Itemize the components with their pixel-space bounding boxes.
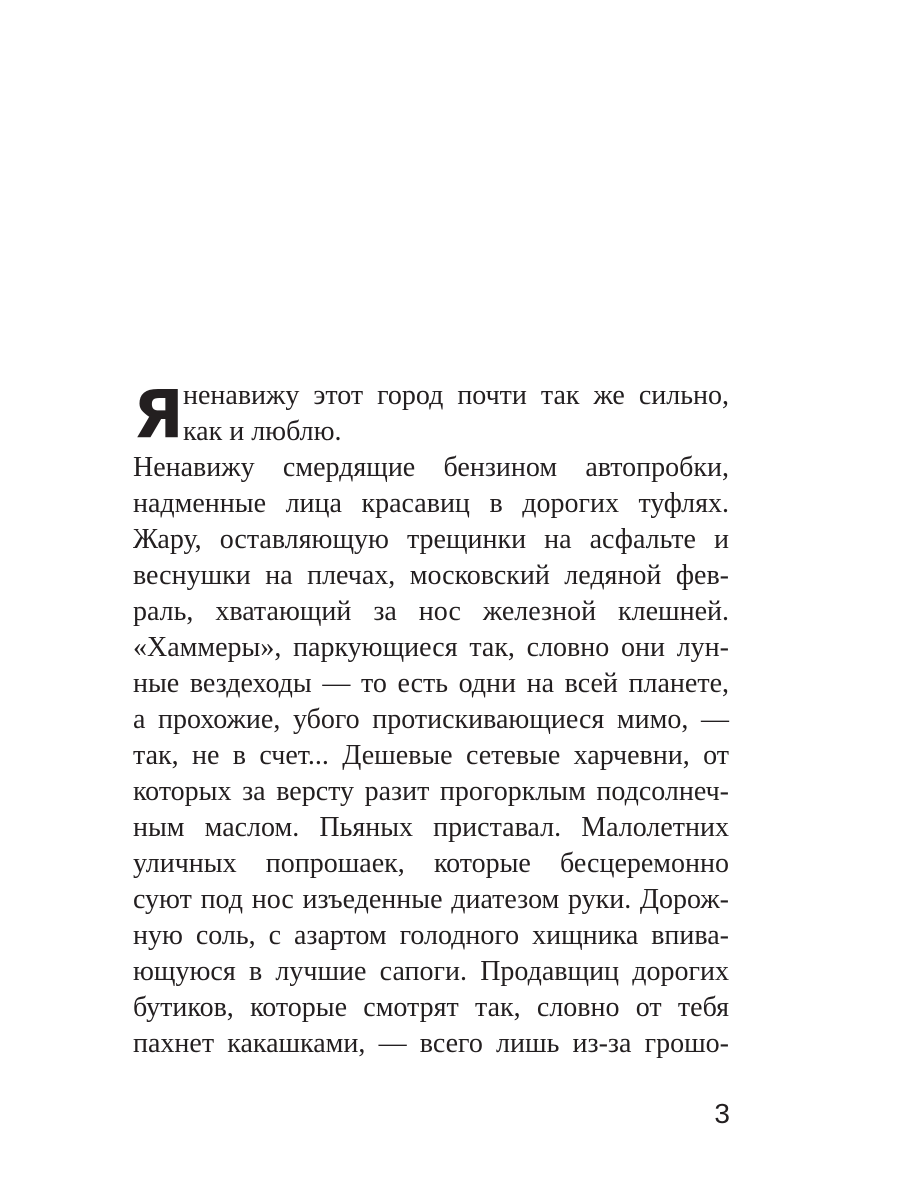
text-line: а прохожие, убого протискивающиеся мимо, — <box>133 704 729 735</box>
text-line: веснушки на плечах, московский ледяной фев- <box>133 560 729 591</box>
text-line: уличных попрошаек, которые бесцеремонно <box>133 848 729 879</box>
chapter-text <box>133 378 729 1062</box>
text-line: «Хаммеры», паркующиеся так, словно они лун- <box>133 632 729 663</box>
text-line: ные вездеходы — то есть одни на всей планете, <box>133 668 729 699</box>
text-line: ным маслом. Пьяных приставал. Малолетних <box>133 812 729 843</box>
text-line: как и люблю. <box>183 416 342 447</box>
text-line: Жару, оставляющую трещинки на асфальте и <box>133 524 729 555</box>
text-line: надменные лица красавиц в дорогих туфлях. <box>133 488 729 519</box>
text-line: которых за версту разит прогорклым подсолнеч- <box>133 776 729 807</box>
body-paragraph <box>133 450 729 1062</box>
page-number: 3 <box>714 1098 730 1129</box>
text-line: ненавижу этот город почти так же сильно, <box>183 380 729 411</box>
text-line: Ненавижу смердящие бензином автопробки, <box>133 452 729 483</box>
drop-cap: Я <box>133 376 182 453</box>
text-line: раль, хватающий за нос железной клешней. <box>133 596 729 627</box>
opening-paragraph <box>133 376 729 453</box>
text-line: пахнет какашками, — всего лишь из-за грошо- <box>133 1028 729 1059</box>
text-line: суют под нос изъеденные диатезом руки. Дорож- <box>133 884 729 915</box>
text-line: ющуюся в лучшие сапоги. Продавщиц дорогих <box>133 956 729 987</box>
text-line: так, не в счет... Дешевые сетевые харчевни, от <box>133 740 729 771</box>
text-line: ную соль, с азартом голодного хищника впива- <box>133 920 729 951</box>
text-line: бутиков, которые смотрят так, словно от тебя <box>133 992 729 1023</box>
